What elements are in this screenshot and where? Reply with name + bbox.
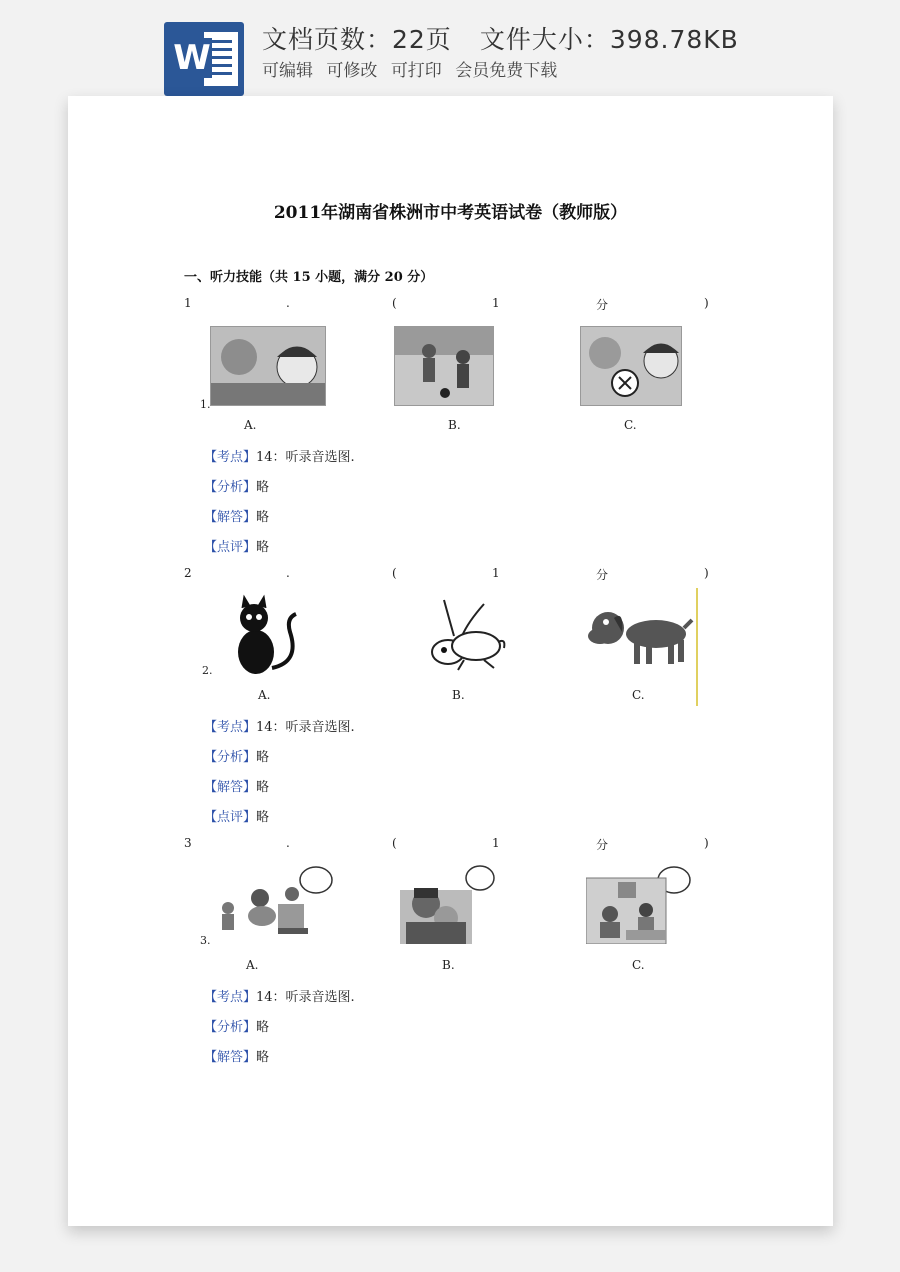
feature-printable: 可打印: [390, 61, 442, 81]
paren-close: ): [704, 836, 709, 850]
question-score: 1: [492, 836, 500, 850]
word-icon: W: [164, 22, 244, 96]
option-label-a: A.: [246, 958, 259, 972]
page-count: 文档页数：22页: [262, 25, 452, 54]
question-header: [68, 836, 833, 856]
paren-close: ): [704, 296, 709, 310]
question-prefix: 3.: [200, 934, 211, 947]
question-header: [68, 566, 833, 586]
question-number: 1: [184, 296, 192, 310]
option-image-a: [224, 592, 308, 676]
question-number: 3: [184, 836, 192, 850]
feature-editable: 可编辑: [262, 61, 313, 81]
option-image-a: [212, 864, 334, 944]
option-label-a: A.: [258, 688, 271, 702]
analysis-fenxi: 【分析】略: [204, 750, 270, 765]
option-label-c: C.: [632, 958, 645, 972]
question-score: 1: [492, 296, 500, 310]
feature-list: [262, 56, 565, 81]
option-image-c: [580, 326, 682, 406]
analysis-fenxi: 【分析】略: [204, 480, 270, 495]
question-score: 1: [492, 566, 500, 580]
paren-close: ): [704, 566, 709, 580]
analysis-dianping: 【点评】略: [204, 810, 270, 825]
question-dot: .: [286, 296, 290, 310]
option-image-c: [586, 864, 696, 944]
analysis-jieda: 【解答】略: [204, 510, 270, 525]
file-size: 文件大小：398.78KB: [479, 25, 739, 54]
option-label-c: C.: [624, 418, 637, 432]
score-unit: 分: [596, 568, 609, 582]
file-info: [262, 20, 739, 56]
analysis-fenxi: 【分析】略: [204, 1020, 270, 1035]
analysis-kaodian: 【考点】14：听录音选图.: [204, 720, 355, 735]
document-page: [68, 96, 833, 1226]
option-label-b: B.: [448, 418, 461, 432]
question-prefix: 2.: [202, 664, 213, 677]
score-unit: 分: [596, 298, 609, 312]
question-dot: .: [286, 566, 290, 580]
option-image-c: [584, 592, 694, 676]
option-image-a: [210, 326, 326, 406]
option-label-c: C.: [632, 688, 645, 702]
option-image-b: [400, 864, 496, 944]
question-header: [68, 296, 833, 316]
paren-open: (: [392, 836, 397, 850]
analysis-kaodian: 【考点】14：听录音选图.: [204, 450, 355, 465]
paren-open: (: [392, 296, 397, 310]
option-label-b: B.: [452, 688, 465, 702]
option-label-b: B.: [442, 958, 455, 972]
analysis-jieda: 【解答】略: [204, 1050, 270, 1065]
section-heading: 一、听力技能（共 15 小题，满分 20 分）: [184, 270, 434, 285]
option-image-b: [414, 592, 510, 676]
feature-modifiable: 可修改: [326, 61, 378, 81]
download-banner: [0, 0, 900, 100]
divider-line: [696, 588, 698, 706]
feature-free-download: 会员免费下载: [455, 61, 558, 81]
paren-open: (: [392, 566, 397, 580]
question-prefix: 1.: [200, 398, 211, 411]
analysis-kaodian: 【考点】14：听录音选图.: [204, 990, 355, 1005]
question-dot: .: [286, 836, 290, 850]
analysis-dianping: 【点评】略: [204, 540, 270, 555]
analysis-jieda: 【解答】略: [204, 780, 270, 795]
score-unit: 分: [596, 838, 609, 852]
document-title: 2011年湖南省株洲市中考英语试卷（教师版）: [273, 203, 628, 223]
option-label-a: A.: [244, 418, 257, 432]
question-number: 2: [184, 566, 192, 580]
option-image-b: [394, 326, 494, 406]
